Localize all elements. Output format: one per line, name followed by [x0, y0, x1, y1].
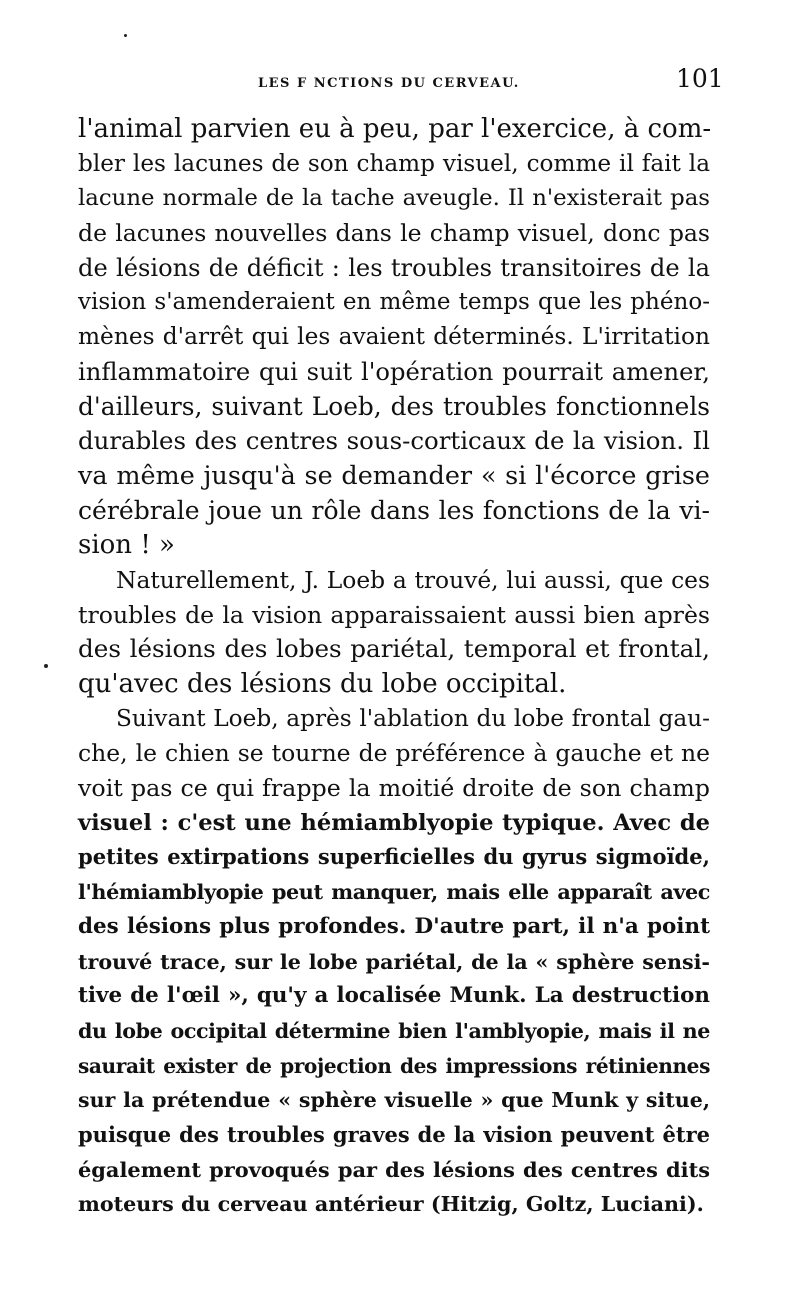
paragraph: [78, 112, 710, 563]
text-line: l'hémiamblyopie peut manquer, mais elle apparaît avec: [78, 880, 710, 905]
text-line: tive de l'œil », qu'y a localisée Munk. La destruction: [78, 983, 710, 1009]
text-line: petites extirpations superficielles du gyrus sigmoïde,: [78, 844, 710, 870]
text-line: du lobe occipital détermine bien l'amblyopie, mais il ne: [78, 1018, 710, 1043]
text-line: l'animal parvien eu à peu, par l'exercice, à com-: [78, 114, 712, 144]
text-line: vision s'amenderaient en même temps que les phéno-: [78, 289, 710, 316]
text-line: Naturellement, J. Loeb a trouvé, lui aussi, que ces: [116, 565, 710, 594]
text-line: des lésions des lobes pariétal, temporal et frontal,: [78, 634, 710, 664]
text-line: inflammatoire qui suit l'opération pourrait amener,: [78, 357, 710, 386]
text-line: puisque des troubles graves de la vision peuvent être: [78, 1121, 710, 1147]
text-line: mènes d'arrêt qui les avaient déterminés. L'irritation: [78, 323, 710, 351]
text-line: de lacunes nouvelles dans le champ visuel, donc pas: [78, 219, 710, 248]
text-line: che, le chien se tourne de préférence à gauche et ne: [78, 739, 710, 768]
paragraph: [78, 702, 710, 1222]
text-line: Suivant Loeb, après l'ablation du lobe frontal gau-: [116, 704, 710, 732]
text-line: sion ! »: [78, 530, 175, 561]
text-line: cérébrale joue un rôle dans les fonctions de la vi-: [78, 495, 710, 525]
text-line: sur la prétendue « sphère visuelle » que Munk y situe,: [78, 1088, 710, 1113]
text-line: durables des centres sous-corticaux de la vision. Il: [78, 426, 710, 456]
text-line: qu'avec des lésions du lobe occipital.: [78, 669, 567, 699]
text-line: visuel : c'est une hémiamblyopie typique. Avec de: [78, 809, 710, 836]
text-line: des lésions plus profondes. D'autre part, il n'a point: [78, 913, 710, 939]
ink-speck: [44, 664, 48, 668]
body-text: [78, 112, 710, 1222]
text-line: bler les lacunes de son champ visuel, comme il fait la: [78, 149, 710, 177]
text-line: moteurs du cerveau antérieur (Hitzig, Goltz, Luciani).: [78, 1192, 704, 1217]
paragraph: [78, 563, 710, 702]
text-line: de lésions de déficit : les troubles transitoires de la: [78, 253, 710, 282]
text-line: voit pas ce qui frappe la moitié droite de son champ: [78, 774, 710, 803]
text-line: d'ailleurs, suivant Loeb, des troubles fonctionnels: [78, 391, 710, 421]
text-line: lacune normale de la tache aveugle. Il n'existerait pas: [78, 185, 710, 212]
text-line: saurait exister de projection des impressions rétiniennes: [78, 1053, 710, 1078]
text-line: troubles de la vision apparaissaient aussi bien après: [78, 600, 710, 629]
text-line: également provoqués par des lésions des centres dits: [78, 1156, 710, 1182]
text-line: va même jusqu'à se demander « si l'écorce grise: [78, 460, 710, 491]
text-line: trouvé trace, sur le lobe pariétal, de la « sphère sensi-: [78, 949, 710, 974]
ink-speck: [124, 34, 127, 37]
running-head: LES F NCTIONS DU CERVEAU.: [258, 76, 520, 91]
page-number: 101: [676, 64, 724, 93]
